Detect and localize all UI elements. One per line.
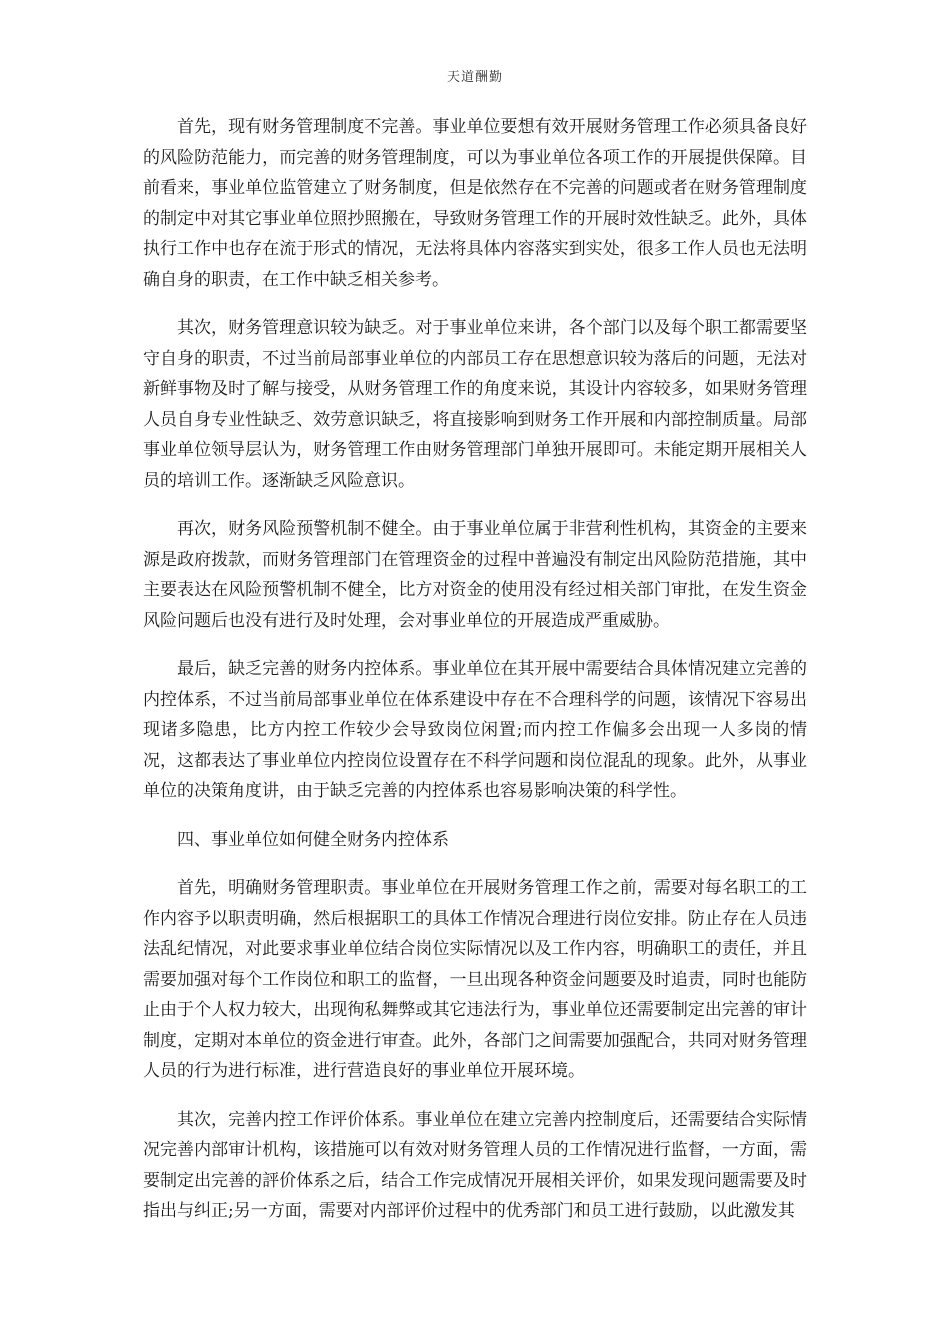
paragraph: 首先，明确财务管理职责。事业单位在开展财务管理工作之前，需要对每名职工的工作内容予以职责明确，然后根据职工的具体工作情况合理进行岗位安排。防止存在人员违法乱纪情况，对此要求事业单位结合岗位实际情况以及工作内容，明确职工的责任，并且需要加强对每个工作岗位和职工的监督，一旦出现各种资金问题要及时追责，同时也能防止由于个人权力较大，出现徇私舞弊或其它违法行为，事业单位还需要制定出完善的审计制度，定期对本单位的资金进行审查。此外，各部门之间需要加强配合，共同对财务管理人员的行为进行标准，进行营造良好的事业单位开展环境。 [143, 878, 807, 1081]
page-header: 天道酬勤 [446, 70, 503, 85]
document-body [143, 112, 807, 1245]
section-heading: 四、事业单位如何健全财务内控体系 [177, 829, 449, 850]
paragraph: 最后，缺乏完善的财务内控体系。事业单位在其开展中需要结合具体情况建立完善的内控体系，不过当前局部事业单位在体系建设中存在不合理科学的问题，该情况下容易出现诸多隐患，比方内控工作较少会导致岗位闲置;而内控工作偏多会出现一人多岗的情况，这都表达了事业单位内控岗位设置存在不科学问题和岗位混乱的现象。此外，从事业单位的决策角度讲，由于缺乏完善的内控体系也容易影响决策的科学性。 [143, 659, 807, 801]
paragraph: 首先，现有财务管理制度不完善。事业单位要想有效开展财务管理工作必须具备良好的风险防范能力，而完善的财务管理制度，可以为事业单位各项工作的开展提供保障。目前看来，事业单位监管建立了财务制度，但是依然存在不完善的问题或者在财务管理制度的制定中对其它事业单位照抄照搬在，导致财务管理工作的开展时效性缺乏。此外，具体执行工作中也存在流于形式的情况，无法将具体内容落实到实处，很多工作人员也无法明确自身的职责，在工作中缺乏相关参考。 [143, 117, 807, 290]
paragraph: 再次，财务风险预警机制不健全。由于事业单位属于非营利性机构，其资金的主要来源是政府拨款，而财务管理部门在管理资金的过程中普遍没有制定出风险防范措施，其中主要表达在风险预警机制不健全，比方对资金的使用没有经过相关部门审批，在发生资金风险问题后也没有进行及时处理，会对事业单位的开展造成严重威胁。 [143, 519, 807, 631]
paragraph: 其次，完善内控工作评价体系。事业单位在建立完善内控制度后，还需要结合实际情况完善内部审计机构，该措施可以有效对财务管理人员的工作情况进行监督，一方面，需要制定出完善的評价体系之后，结合工作完成情况开展相关评价，如果发现问题需要及时指出与纠正;另一方面，需要对内部评价过程中的优秀部门和员工进行鼓励，以此激发其 [143, 1109, 807, 1221]
paragraph: 其次，财务管理意识较为缺乏。对于事业单位来讲，各个部门以及每个职工都需要坚守自身的职责，不过当前局部事业单位的内部员工存在思想意识较为落后的问题，无法对新鲜事物及时了解与接受，从财务管理工作的角度来说，其设计内容较多，如果财务管理人员自身专业性缺乏、效劳意识缺乏，将直接影响到财务工作开展和内部控制质量。局部事业单位领导层认为，财务管理工作由财务管理部门单独开展即可。未能定期开展相关人员的培训工作。逐渐缺乏风险意识。 [143, 318, 807, 491]
